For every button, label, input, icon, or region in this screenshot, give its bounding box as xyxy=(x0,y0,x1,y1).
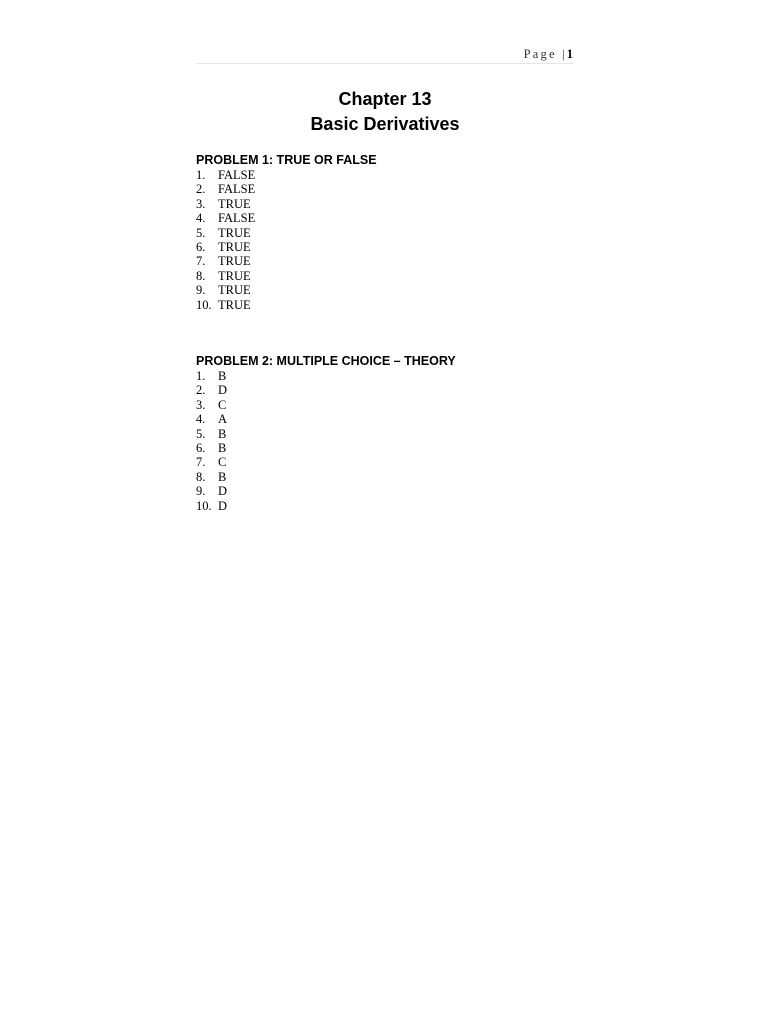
answer-value: C xyxy=(218,397,227,412)
answer-item xyxy=(196,197,255,211)
chapter-title: Chapter 13 xyxy=(338,89,432,109)
answer-value: B xyxy=(218,426,227,441)
chapter-subject: Basic Derivatives xyxy=(310,114,460,134)
answer-number: 4. xyxy=(196,412,206,427)
answer-value: D xyxy=(218,383,228,398)
answer-item xyxy=(196,211,255,225)
answer-value: TRUE xyxy=(218,254,251,269)
answer-item xyxy=(196,484,227,498)
answer-item xyxy=(196,182,255,196)
answer-item xyxy=(196,499,227,513)
problem-1-heading: PROBLEM 1: TRUE OR FALSE xyxy=(196,153,377,167)
problem-2-heading: PROBLEM 2: MULTIPLE CHOICE – THEORY xyxy=(196,354,456,368)
answer-number: 2. xyxy=(196,182,206,197)
answer-value: D xyxy=(218,498,228,513)
answer-number: 8. xyxy=(196,469,206,484)
answer-number: 9. xyxy=(196,283,206,298)
page-number-label xyxy=(524,47,573,62)
answer-item xyxy=(196,226,255,240)
answer-item xyxy=(196,398,227,412)
answer-number: 2. xyxy=(196,383,206,398)
answer-number: 5. xyxy=(196,225,206,240)
answer-item xyxy=(196,269,255,283)
answer-value: B xyxy=(218,369,227,383)
answer-value: B xyxy=(218,469,227,484)
answer-number: 1. xyxy=(196,369,206,383)
page-word: Page xyxy=(523,47,557,61)
page-separator: | xyxy=(562,47,567,61)
answer-item xyxy=(196,427,227,441)
problem-1-answer-list xyxy=(196,168,255,312)
answer-number: 7. xyxy=(196,254,206,269)
answer-item xyxy=(196,455,227,469)
answer-number: 6. xyxy=(196,440,206,455)
answer-item xyxy=(196,168,255,182)
answer-number: 3. xyxy=(196,397,206,412)
answer-value: C xyxy=(218,455,227,470)
answer-number: 4. xyxy=(196,211,206,226)
answer-number: 10. xyxy=(196,498,212,513)
answer-value: FALSE xyxy=(218,211,256,226)
answer-item xyxy=(196,470,227,484)
answer-item xyxy=(196,240,255,254)
answer-item xyxy=(196,441,227,455)
page-number: 1 xyxy=(566,47,573,61)
answer-item xyxy=(196,298,255,312)
answer-value: TRUE xyxy=(218,283,251,298)
problem-2-answer-list xyxy=(196,369,227,513)
answer-item xyxy=(196,254,255,268)
answer-number: 9. xyxy=(196,484,206,499)
answer-number: 5. xyxy=(196,426,206,441)
page-header xyxy=(196,44,573,64)
answer-value: D xyxy=(218,484,228,499)
answer-value: FALSE xyxy=(218,182,256,197)
answer-value: TRUE xyxy=(218,225,251,240)
answer-item xyxy=(196,369,227,383)
answer-value: A xyxy=(218,412,228,427)
answer-number: 1. xyxy=(196,168,206,182)
answer-value: FALSE xyxy=(218,168,256,182)
answer-number: 3. xyxy=(196,196,206,211)
answer-number: 7. xyxy=(196,455,206,470)
answer-number: 8. xyxy=(196,268,206,283)
answer-item xyxy=(196,412,227,426)
answer-item xyxy=(196,383,227,397)
answer-value: TRUE xyxy=(218,239,251,254)
answer-value: TRUE xyxy=(218,268,251,283)
answer-value: B xyxy=(218,440,227,455)
answer-item xyxy=(196,283,255,297)
answer-number: 6. xyxy=(196,239,206,254)
answer-number: 10. xyxy=(196,297,212,312)
answer-value: TRUE xyxy=(218,297,251,312)
answer-value: TRUE xyxy=(218,196,251,211)
